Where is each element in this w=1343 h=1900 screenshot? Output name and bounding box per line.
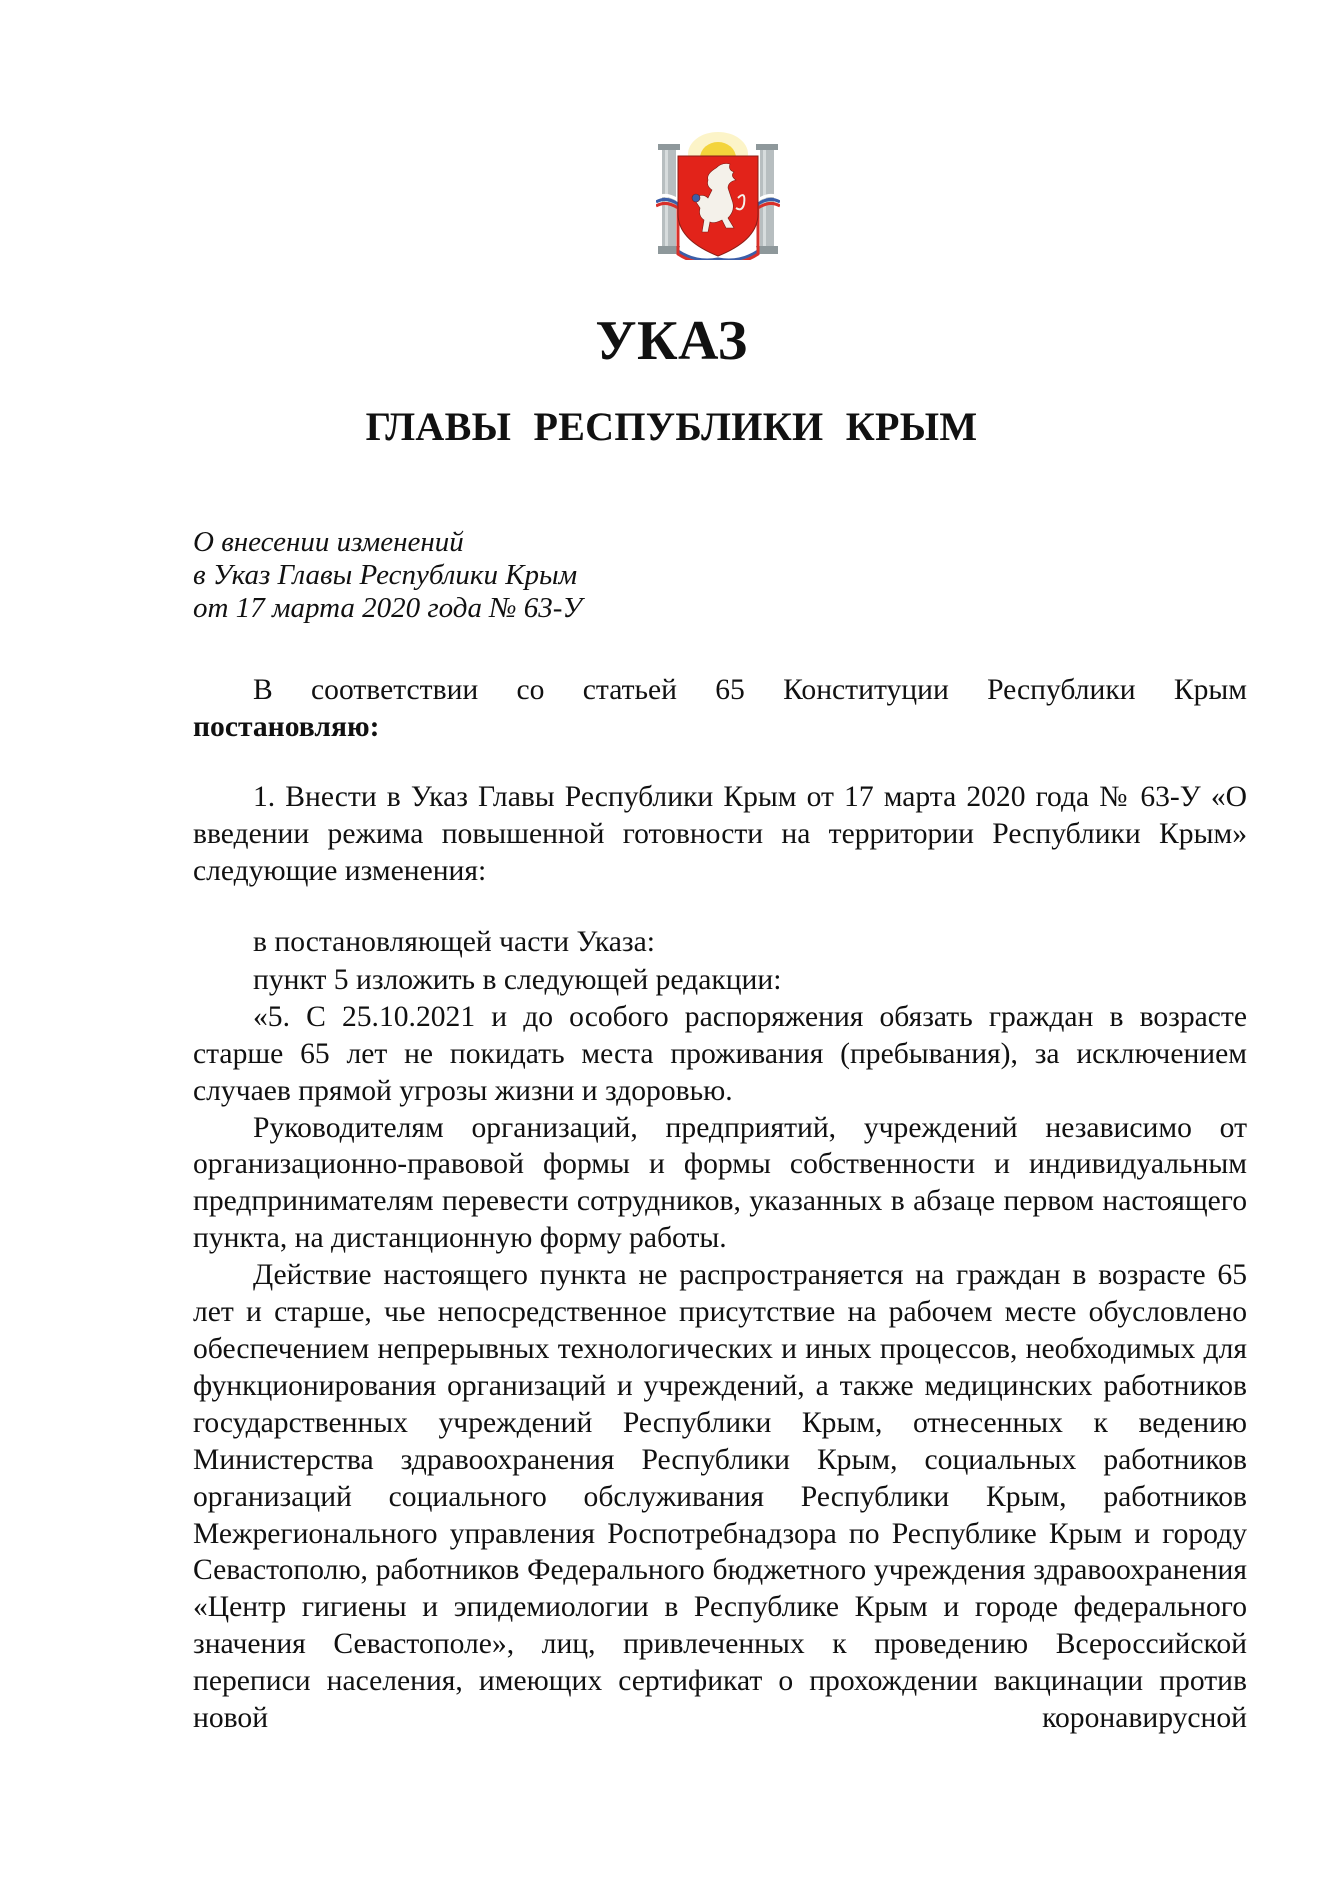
document-title: УКАЗ bbox=[595, 310, 748, 372]
amended-paragraph: «5. С 25.10.2021 и до особого распоряжения обязать граждан в возрасте старше 65 лет не покидать места проживания (пребывания), за исключением случаев прямой угрозы жизни и здоровью. bbox=[193, 1000, 1247, 1107]
subject-line: в Указ Главы Республики Крым bbox=[193, 559, 578, 591]
section-reference: в постановляющей части Указа: bbox=[253, 926, 655, 958]
subject-line: от 17 марта 2020 года № 63-У bbox=[193, 592, 582, 624]
amended-paragraph: Действие настоящего пункта не распространяется на граждан в возрасте 65 лет и старше, чье непосредственное присутствие на рабочем месте обусловлено обеспечением непрерывных технологических и иных процессов, необходимых для функционирования организаций и учреждений, а также медицинских работников государственных учреждений Республики Крым, отнесенных к ведению Министерства здравоохранения Республики Крым, социальных работников организаций социального обслуживания Республики Крым, работников Межрегионального управления Роспотребнадзора по Республике Крым и городу Севастополю, работников Федерального бюджетного учреждения здравоохранения «Центр гигиены и эпидемиологии в Республике Крым и городе федерального значения Севастополе», лиц, привлеченных к проведению Всероссийской переписи населения, имеющих сертификат о прохождении вакцинации против новой коронавирусной bbox=[193, 1259, 1247, 1735]
preamble-text: В соответствии со статьей 65 Конституции Республики Крым bbox=[253, 674, 1247, 706]
subject-line: О внесении изменений bbox=[193, 526, 464, 558]
coat-of-arms-emblem bbox=[656, 128, 780, 260]
preamble-block bbox=[193, 672, 1247, 746]
changes-block bbox=[193, 924, 1247, 1737]
document-issuer: ГЛАВЫ РЕСПУБЛИКИ КРЫМ bbox=[365, 404, 978, 449]
decree-word: постановляю: bbox=[193, 710, 380, 743]
item-1-text: 1. Внести в Указ Главы Республики Крым от 17 марта 2020 года № 63-У «О введении режима повышенной готовности на территории Республики Крым» следующие изменения: bbox=[193, 781, 1247, 887]
amendment-instruction: пункт 5 изложить в следующей редакции: bbox=[253, 963, 782, 996]
document-subject bbox=[193, 526, 582, 625]
item-1-block bbox=[193, 779, 1247, 890]
emblem-graphic bbox=[656, 128, 780, 260]
amended-paragraph: Руководителям организаций, предприятий, учреждений независимо от организационно-правовой формы и формы собственности и индивидуальным предпринимателям перевести сотрудников, указанных в абзаце первом настоящего пункта, на дистанционную форму работы. bbox=[193, 1111, 1247, 1255]
